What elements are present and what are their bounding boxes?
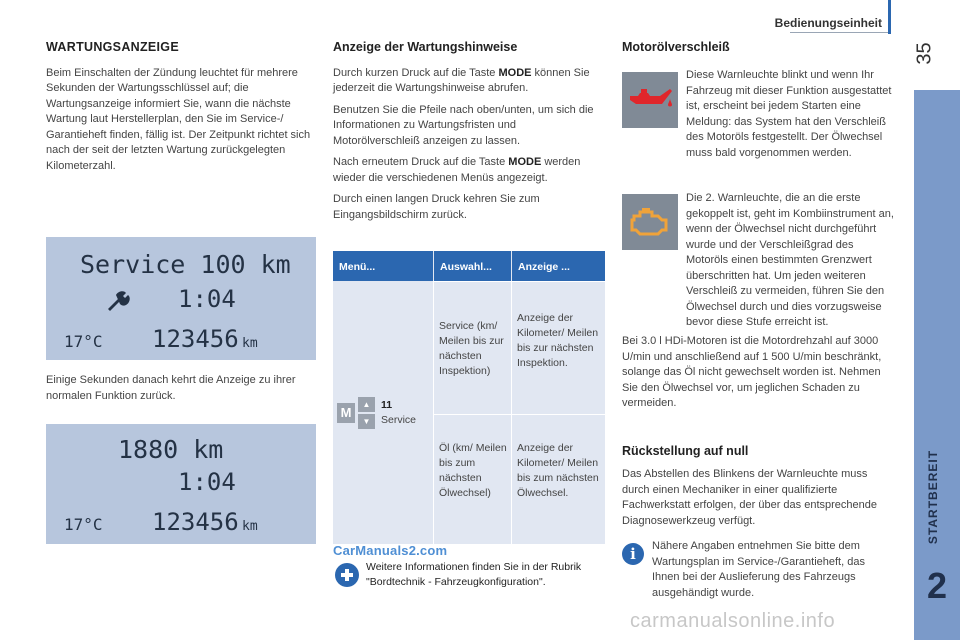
heading-wartungsanzeige: WARTUNGSANZEIGE xyxy=(46,40,179,54)
paragraph-oil-warning: Diese Warnleuchte blinkt und wenn Ihr Fahrzeug mit dieser Funktion ausgestattet ist, erscheint bei jedem Starten eine Meldung: das System hat den Verschleiß des Motoröls festgestellt. Der Ölwechsel muss bald vorgenommen werden. xyxy=(686,69,892,159)
column-wartungsanzeige xyxy=(46,40,318,180)
lcd-service-temp: 17°C xyxy=(64,332,103,351)
chapter-label: STARTBEREIT xyxy=(926,449,940,545)
paragraph-second-warning: Die 2. Warnleuchte, die an die erste gekoppelt ist, geht im Kombiinstrument an, wenn der Ölwechsel nicht durchgeführt wurde und der Verschleißgrad des Motoröls einen bestimmten Grenzwert überschritten hat. Um jeden weiteren Verschleiß zu vermeiden, führen Sie den Ölwechsel durch und dies vorzugsweise bevor diese Stufe erreicht ist. xyxy=(686,192,894,328)
arrow-up-icon: ▲ xyxy=(358,397,375,412)
lcd-oil-line: 1880 km xyxy=(118,435,224,464)
table-row-service-anzeige: Anzeige der Kilometer/ Meilen bis zur nächsten Inspektion. xyxy=(517,312,599,369)
table-header-auswahl: Auswahl... xyxy=(434,251,511,281)
lcd-display-oil xyxy=(46,424,316,544)
paragraph-mode-again: Nach erneutem Druck auf die Taste MODE werden wieder die verschiedenen Menüs angezeigt. xyxy=(333,156,581,184)
paragraph-mode-short: Durch kurzen Druck auf die Taste MODE können Sie jederzeit die Wartungshinweise abrufen. xyxy=(333,66,590,94)
table-divider xyxy=(433,281,605,282)
lcd-display-service xyxy=(46,237,316,360)
menu-label: Service xyxy=(381,414,417,426)
column-anzeige-wartungshinweise xyxy=(333,40,605,229)
lcd-service-graphic xyxy=(46,237,316,360)
table-divider xyxy=(433,414,605,415)
lcd-service-line: Service 100 km xyxy=(80,250,291,279)
heading-anzeige-wartungshinweise: Anzeige der Wartungshinweise xyxy=(333,40,518,54)
heading-rueckstellung: Rückstellung auf null xyxy=(622,444,749,458)
table-row-oil-auswahl: Öl (km/ Meilen bis zum nächsten Ölwechsel) xyxy=(439,442,507,499)
plus-icon xyxy=(335,563,359,587)
column-motoroelverschleiss xyxy=(622,40,894,66)
paragraph-long-press: Durch einen langen Druck kehren Sie zum Eingangsbildschirm zurück. xyxy=(333,193,540,221)
header-rule xyxy=(790,32,890,33)
menu-number: 11 xyxy=(381,399,393,411)
table-row-service-auswahl: Service (km/ Meilen bis zur nächsten Inspektion) xyxy=(439,320,504,377)
paragraph-reset: Das Abstellen des Blinkens der Warnleuchte muss durch einen Mechaniker in einer qualifizierte Fachwerkstatt erfolgen, der über das entsprechende Diagnosewerkzeug verfügt. xyxy=(622,468,877,527)
lcd-oil-time: 1:04 xyxy=(178,468,236,496)
chapter-number: 2 xyxy=(926,565,948,606)
header-accent-bar xyxy=(888,0,891,34)
lcd-oil-unit: km xyxy=(242,519,258,534)
lcd-service-time: 1:04 xyxy=(178,285,236,313)
note-more-info: Weitere Informationen finden Sie in der Rubrik "Bordtechnik - Fahrzeugkonfiguration". xyxy=(366,561,582,588)
paragraph-arrows: Benutzen Sie die Pfeile nach oben/unten, um sich die Informationen zu Wartungsfristen und Motorölverschleiß anzeigen zu lassen. xyxy=(333,103,594,147)
lcd-oil-graphic xyxy=(46,424,316,544)
table-header-anzeige: Anzeige ... xyxy=(512,251,605,281)
wrench-icon xyxy=(108,291,130,311)
arrow-down-icon: ▼ xyxy=(358,414,375,429)
table-row-oil-anzeige: Anzeige der Kilometer/ Meilen bis zum nächsten Ölwechsel. xyxy=(517,442,599,499)
paragraph-return-normal: Einige Sekunden danach kehrt die Anzeige zu ihrer normalen Funktion zurück. xyxy=(46,374,296,402)
table-header-menu: Menü... xyxy=(333,251,433,281)
mode-button-icon: M xyxy=(337,403,355,423)
table-divider xyxy=(511,281,512,544)
lcd-oil-odometer: 123456 xyxy=(152,508,239,536)
lcd-oil-temp: 17°C xyxy=(64,515,103,534)
paragraph-info-note: Nähere Angaben entnehmen Sie bitte dem Wartungsplan im Service-/Garantieheft, das Ihnen bei der Auslieferung des Fahrzeugs ausgehändigt wurde. xyxy=(652,540,865,599)
section-title: Bedienungseinheit xyxy=(774,16,882,30)
footer-watermark: carmanualsonline.info xyxy=(630,610,836,632)
lcd-service-unit: km xyxy=(242,336,258,351)
table-divider xyxy=(433,281,434,544)
page-number: 35 xyxy=(913,42,936,65)
lcd-service-odometer: 123456 xyxy=(152,325,239,353)
info-icon: i xyxy=(622,543,644,565)
paragraph-hdi-engine: Bei 3.0 l HDi-Motoren ist die Motordrehzahl auf 3000 U/min und anschließend auf 1 500 U/min beschränkt, solange das Öl nicht gewechselt worden ist. Nehmen Sie den Ölwechsel vor, um jeglichen Schaden zu vermeiden. xyxy=(622,335,882,409)
carmanuals-logo: CarManuals2.com xyxy=(333,543,448,558)
heading-motoroelverschleiss: Motorölverschleiß xyxy=(622,40,730,54)
paragraph-wartung-intro: Beim Einschalten der Zündung leuchtet für mehrere Sekunden der Wartungsschlüssel auf; die Wartungsanzeige informiert Sie, wann die nächste Wartung laut Herstellerplan, den Sie im Service-/ Garantieheft finden, fällig ist. Der Zeitpunkt richtet sich nach der seit der letzten Wartung zurückgelegten Kilometerzahl. xyxy=(46,66,311,172)
